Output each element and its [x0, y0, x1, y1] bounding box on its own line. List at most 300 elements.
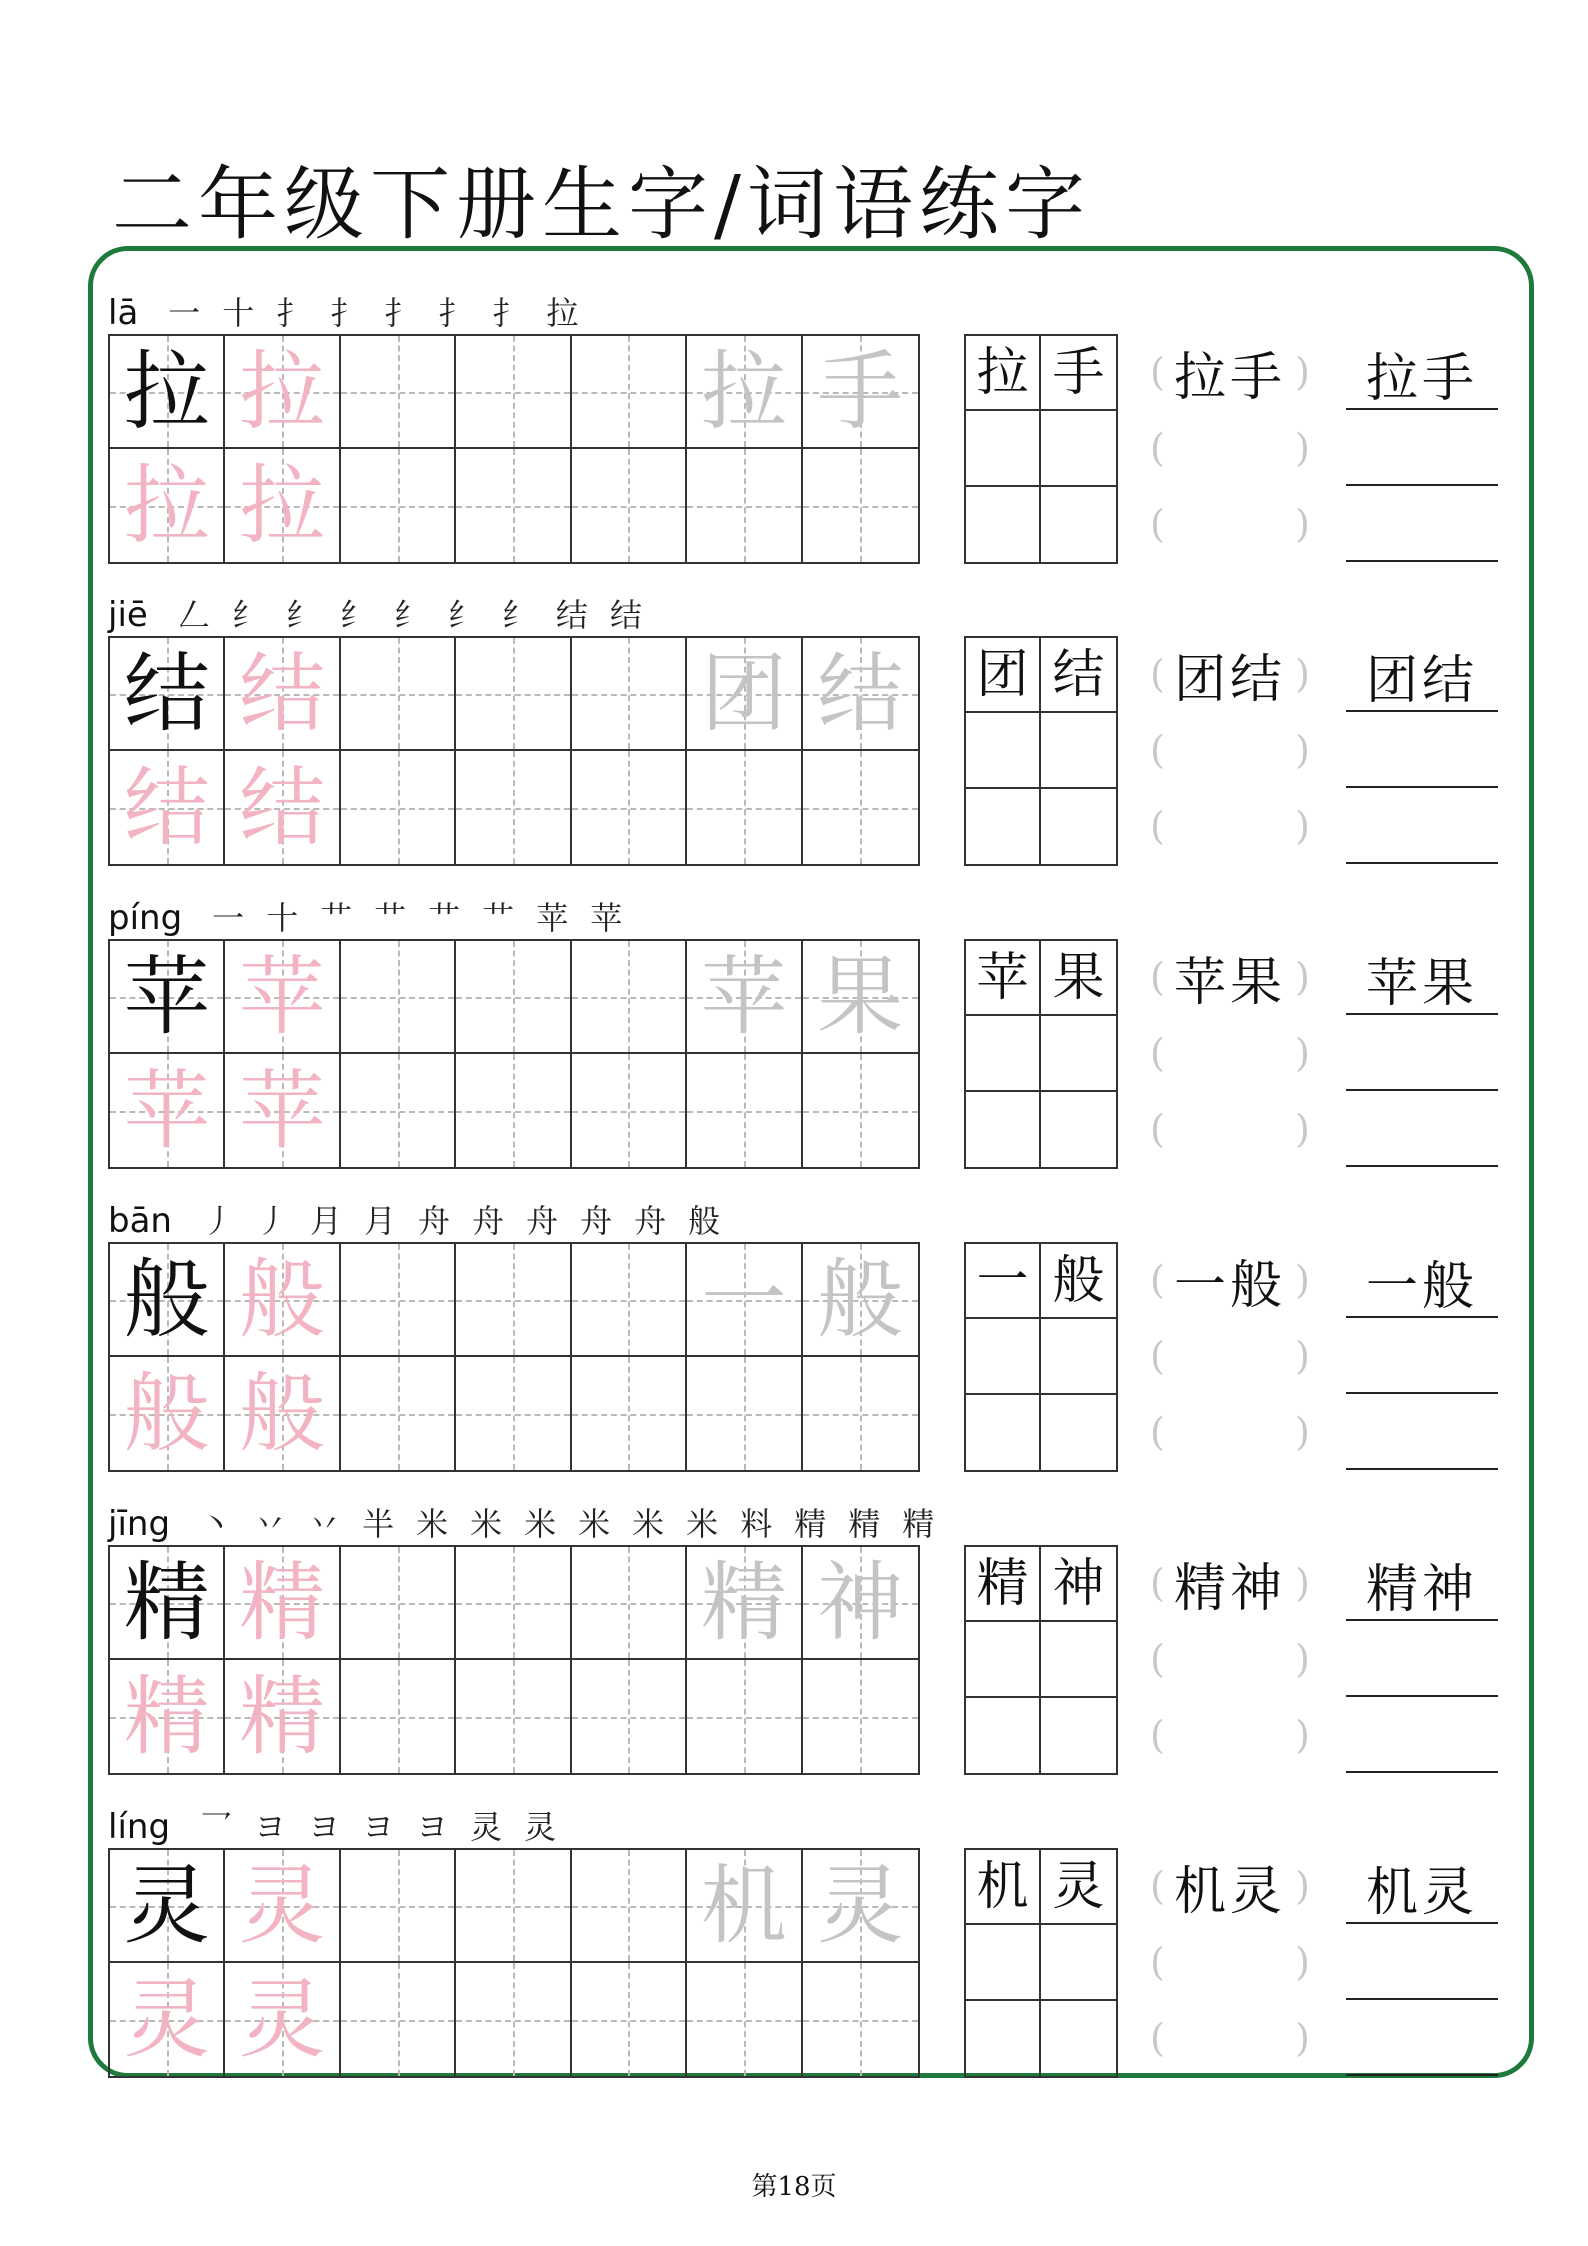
page-title: 二年级下册生字/词语练字 — [112, 158, 1091, 251]
writing-cell[interactable] — [341, 638, 456, 751]
writing-cell[interactable] — [687, 1054, 802, 1167]
model-character: 拉 — [700, 341, 787, 442]
practice-row — [0, 572, 1588, 864]
model-character: 般 — [123, 1249, 210, 1350]
writing-cell[interactable] — [341, 941, 456, 1054]
model-character: 灵 — [817, 1855, 904, 1956]
underline-blank[interactable] — [1346, 1015, 1498, 1091]
stroke-order-line — [108, 1806, 578, 1846]
word-cell[interactable] — [1041, 1925, 1116, 2000]
word-cell[interactable] — [966, 1016, 1041, 1091]
paren-blank — [1150, 636, 1310, 712]
writing-cell[interactable] — [456, 1963, 571, 2076]
stroke-step: 料 — [740, 1505, 773, 1543]
word-cell[interactable] — [1041, 487, 1116, 562]
paren-close: ) — [1295, 955, 1310, 999]
stroke-order-line — [108, 1503, 956, 1543]
stroke-step: 艹 — [320, 899, 353, 937]
underline-blank: 团结 — [1346, 636, 1498, 712]
writing-cell[interactable] — [456, 1244, 571, 1357]
writing-cell[interactable] — [803, 1660, 918, 1773]
word-grid — [964, 334, 1118, 564]
model-character: 结 — [239, 643, 326, 744]
writing-cell — [803, 1244, 918, 1357]
writing-cell — [110, 1054, 225, 1167]
word-cell: 果 — [1041, 941, 1116, 1016]
paren-blank[interactable] — [1150, 1924, 1310, 2000]
stroke-step: ヨ — [416, 1808, 449, 1846]
word-cell[interactable] — [1041, 1622, 1116, 1697]
word-cell[interactable] — [966, 789, 1041, 864]
model-character: 般 — [239, 1249, 326, 1350]
practice-grid — [108, 1242, 920, 1472]
paren-close: ) — [1295, 1864, 1310, 1908]
word-grid — [964, 1545, 1118, 1775]
word-grid — [964, 1242, 1118, 1472]
writing-cell[interactable] — [456, 1547, 571, 1660]
practice-row — [0, 270, 1588, 562]
writing-cell[interactable] — [572, 336, 687, 449]
word-cell: 灵 — [1041, 1850, 1116, 1925]
writing-cell — [225, 941, 340, 1054]
writing-cell[interactable] — [572, 1357, 687, 1470]
writing-cell — [110, 1547, 225, 1660]
writing-cell[interactable] — [572, 751, 687, 864]
writing-cell — [803, 1850, 918, 1963]
stroke-step: 半 — [362, 1505, 395, 1543]
word-cell: 结 — [1041, 638, 1116, 713]
stroke-step: ヨ — [362, 1808, 395, 1846]
writing-cell[interactable] — [572, 1660, 687, 1773]
writing-cell[interactable] — [456, 941, 571, 1054]
word-cell: 机 — [966, 1850, 1041, 1925]
paren-close: ) — [1295, 1561, 1310, 1605]
paren-open: ( — [1150, 1864, 1165, 1908]
paren-blank[interactable] — [1150, 410, 1310, 486]
stroke-step: 一 — [212, 899, 245, 937]
writing-cell — [225, 1850, 340, 1963]
stroke-step: 扌 — [492, 294, 525, 332]
word-cell[interactable] — [1041, 1395, 1116, 1470]
writing-cell[interactable] — [456, 449, 571, 562]
writing-cell[interactable] — [803, 751, 918, 864]
underline-blank[interactable] — [1346, 1621, 1498, 1697]
model-character: 拉 — [239, 455, 326, 556]
page-number: 第18页 — [751, 2172, 837, 2202]
paren-blank[interactable] — [1150, 486, 1310, 562]
model-character: 果 — [817, 946, 904, 1047]
model-character: 苹 — [239, 1060, 326, 1161]
writing-cell[interactable] — [341, 1547, 456, 1660]
word-cell[interactable] — [966, 1395, 1041, 1470]
paren-blank[interactable] — [1150, 788, 1310, 864]
paren-open: ( — [1150, 1258, 1165, 1302]
writing-cell[interactable] — [803, 449, 918, 562]
stroke-step: 舟 — [418, 1202, 451, 1240]
writing-cell[interactable] — [803, 1963, 918, 2076]
model-character: 机 — [700, 1855, 787, 1956]
model-character: 一 — [700, 1249, 787, 1350]
paren-blank[interactable] — [1150, 1015, 1310, 1091]
stroke-step: ヨ — [254, 1808, 287, 1846]
stroke-order-line — [108, 897, 644, 937]
word-cell[interactable] — [966, 1092, 1041, 1167]
writing-cell — [110, 751, 225, 864]
stroke-step: 艹 — [428, 899, 461, 937]
writing-cell — [687, 638, 802, 751]
word-cell[interactable] — [966, 1319, 1041, 1394]
paren-blank — [1150, 334, 1310, 410]
writing-cell[interactable] — [456, 1357, 571, 1470]
writing-cell — [225, 1963, 340, 2076]
word-grid — [964, 636, 1118, 866]
stroke-step: 精 — [794, 1505, 827, 1543]
stroke-step: 纟 — [447, 596, 480, 634]
stroke-step: 乛 — [200, 1808, 233, 1846]
word-cell[interactable] — [966, 411, 1041, 486]
model-character: 拉 — [239, 341, 326, 442]
stroke-step: 扌 — [330, 294, 363, 332]
paren-word: 苹果 — [1173, 952, 1286, 1013]
writing-cell[interactable] — [803, 1357, 918, 1470]
writing-cell[interactable] — [341, 751, 456, 864]
stroke-step: 丷 — [254, 1505, 287, 1543]
word-cell[interactable] — [966, 2001, 1041, 2076]
stroke-step: 纟 — [393, 596, 426, 634]
paren-word: 机灵 — [1173, 1861, 1286, 1922]
stroke-step: 舟 — [580, 1202, 613, 1240]
practice-grid — [108, 636, 920, 866]
model-character: 般 — [817, 1249, 904, 1350]
paren-blank — [1150, 939, 1310, 1015]
paren-close: ) — [1295, 502, 1310, 546]
underline-blank[interactable] — [1346, 1924, 1498, 2000]
writing-cell[interactable] — [341, 336, 456, 449]
paren-open: ( — [1150, 1940, 1165, 1984]
practice-row — [0, 1784, 1588, 2076]
stroke-step: 苹 — [590, 899, 623, 937]
model-character: 苹 — [123, 1060, 210, 1161]
writing-cell[interactable] — [687, 1963, 802, 2076]
paren-close: ) — [1295, 2016, 1310, 2060]
stroke-step: 精 — [902, 1505, 935, 1543]
paren-close: ) — [1295, 1637, 1310, 1681]
underline-blank: 精神 — [1346, 1545, 1498, 1621]
stroke-step: 舟 — [526, 1202, 559, 1240]
word-cell[interactable] — [1041, 1698, 1116, 1773]
writing-cell — [803, 1547, 918, 1660]
stroke-step: 舟 — [472, 1202, 505, 1240]
writing-cell[interactable] — [687, 1660, 802, 1773]
writing-cell[interactable] — [341, 1244, 456, 1357]
pinyin: píng — [108, 898, 183, 938]
model-character: 拉 — [123, 455, 210, 556]
model-character: 苹 — [239, 946, 326, 1047]
practice-grid — [108, 334, 920, 564]
writing-cell — [687, 1547, 802, 1660]
paren-open: ( — [1150, 1410, 1165, 1454]
paren-open: ( — [1150, 426, 1165, 470]
underline-blank[interactable] — [1346, 1318, 1498, 1394]
writing-cell — [687, 1850, 802, 1963]
word-cell[interactable] — [1041, 411, 1116, 486]
paren-open: ( — [1150, 652, 1165, 696]
writing-cell[interactable] — [572, 1054, 687, 1167]
writing-cell[interactable] — [572, 1850, 687, 1963]
stroke-step: 结 — [609, 596, 642, 634]
writing-cell[interactable] — [456, 336, 571, 449]
word-cell: 一 — [966, 1244, 1041, 1319]
word-cell[interactable] — [1041, 1092, 1116, 1167]
writing-cell[interactable] — [572, 941, 687, 1054]
word-cell: 苹 — [966, 941, 1041, 1016]
paren-blank[interactable] — [1150, 2000, 1310, 2076]
writing-cell[interactable] — [456, 1850, 571, 1963]
stroke-step: 舟 — [634, 1202, 667, 1240]
word-cell[interactable] — [966, 1698, 1041, 1773]
stroke-step: 扌 — [384, 294, 417, 332]
paren-word: 精神 — [1173, 1558, 1286, 1619]
stroke-step: 丿 — [255, 1202, 288, 1240]
writing-cell[interactable] — [687, 1357, 802, 1470]
writing-cell — [225, 638, 340, 751]
stroke-step: 纟 — [339, 596, 372, 634]
paren-blank[interactable] — [1150, 1318, 1310, 1394]
stroke-step: 纟 — [285, 596, 318, 634]
paren-close: ) — [1295, 1940, 1310, 1984]
pinyin: jiē — [108, 595, 148, 635]
stroke-step: 扌 — [438, 294, 471, 332]
model-character: 结 — [123, 643, 210, 744]
writing-cell — [225, 1244, 340, 1357]
underline-blank[interactable] — [1346, 2000, 1498, 2076]
underline-blank[interactable] — [1346, 1697, 1498, 1773]
stroke-step: 拉 — [546, 294, 579, 332]
writing-cell — [803, 638, 918, 751]
model-character: 精 — [700, 1552, 787, 1653]
writing-cell[interactable] — [687, 449, 802, 562]
stroke-step: 丶 — [200, 1505, 233, 1543]
writing-cell — [225, 336, 340, 449]
stroke-order-line — [108, 594, 664, 634]
stroke-step: 米 — [416, 1505, 449, 1543]
writing-cell[interactable] — [456, 1660, 571, 1773]
paren-blank[interactable] — [1150, 712, 1310, 788]
writing-cell — [225, 1054, 340, 1167]
word-cell[interactable] — [1041, 2001, 1116, 2076]
model-character: 神 — [817, 1552, 904, 1653]
writing-cell[interactable] — [341, 1660, 456, 1773]
paren-close: ) — [1295, 1334, 1310, 1378]
underline-blank: 拉手 — [1346, 334, 1498, 410]
writing-cell — [110, 1660, 225, 1773]
word-cell: 团 — [966, 638, 1041, 713]
writing-cell — [687, 941, 802, 1054]
stroke-step: 米 — [632, 1505, 665, 1543]
paren-blank[interactable] — [1150, 1621, 1310, 1697]
paren-open: ( — [1150, 1561, 1165, 1605]
writing-cell[interactable] — [572, 1963, 687, 2076]
writing-cell — [225, 1547, 340, 1660]
stroke-step: 月 — [364, 1202, 397, 1240]
word-grid — [964, 1848, 1118, 2078]
writing-cell — [110, 336, 225, 449]
stroke-step: 扌 — [276, 294, 309, 332]
pinyin: líng — [108, 1807, 171, 1847]
underline-blank[interactable] — [1346, 788, 1498, 864]
writing-cell[interactable] — [572, 638, 687, 751]
writing-cell[interactable] — [572, 1547, 687, 1660]
stroke-step: 纟 — [501, 596, 534, 634]
paren-blank[interactable] — [1150, 1394, 1310, 1470]
stroke-step: 艹 — [482, 899, 515, 937]
word-cell[interactable] — [966, 1925, 1041, 2000]
paren-close: ) — [1295, 652, 1310, 696]
stroke-step: 一 — [168, 294, 201, 332]
model-character: 灵 — [123, 1855, 210, 1956]
underline-blank[interactable] — [1346, 1394, 1498, 1470]
stroke-step: 纟 — [231, 596, 264, 634]
writing-cell[interactable] — [687, 751, 802, 864]
paren-open: ( — [1150, 728, 1165, 772]
writing-cell[interactable] — [572, 1244, 687, 1357]
writing-cell[interactable] — [456, 1054, 571, 1167]
paren-close: ) — [1295, 1258, 1310, 1302]
underline-blank[interactable] — [1346, 410, 1498, 486]
word-cell: 神 — [1041, 1547, 1116, 1622]
word-cell[interactable] — [966, 1622, 1041, 1697]
paren-close: ) — [1295, 350, 1310, 394]
stroke-step: 米 — [524, 1505, 557, 1543]
model-character: 般 — [239, 1363, 326, 1464]
stroke-step: 𠃋 — [177, 596, 210, 634]
writing-cell[interactable] — [341, 449, 456, 562]
stroke-order-line — [108, 292, 600, 332]
writing-cell[interactable] — [341, 1850, 456, 1963]
writing-cell — [225, 751, 340, 864]
underline-blank: 苹果 — [1346, 939, 1498, 1015]
writing-cell — [110, 1244, 225, 1357]
writing-cell[interactable] — [341, 1054, 456, 1167]
stroke-step: 灵 — [524, 1808, 557, 1846]
practice-row — [0, 875, 1588, 1167]
stroke-step: 苹 — [536, 899, 569, 937]
practice-grid — [108, 1848, 920, 2078]
practice-grid — [108, 1545, 920, 1775]
paren-blank[interactable] — [1150, 1697, 1310, 1773]
word-cell[interactable] — [966, 713, 1041, 788]
paren-close: ) — [1295, 728, 1310, 772]
stroke-step: 米 — [470, 1505, 503, 1543]
paren-blank — [1150, 1848, 1310, 1924]
paren-close: ) — [1295, 1031, 1310, 1075]
practice-grid — [108, 939, 920, 1169]
underline-blank[interactable] — [1346, 1091, 1498, 1167]
stroke-order-line — [108, 1200, 742, 1240]
writing-cell — [803, 941, 918, 1054]
model-character: 苹 — [123, 946, 210, 1047]
stroke-step: 十 — [222, 294, 255, 332]
model-character: 精 — [123, 1552, 210, 1653]
model-character: 苹 — [700, 946, 787, 1047]
paren-open: ( — [1150, 350, 1165, 394]
paren-word: 一般 — [1173, 1255, 1286, 1316]
model-character: 结 — [817, 643, 904, 744]
word-cell[interactable] — [966, 487, 1041, 562]
writing-cell[interactable] — [341, 1357, 456, 1470]
word-grid — [964, 939, 1118, 1169]
word-cell: 般 — [1041, 1244, 1116, 1319]
pinyin: jīng — [108, 1504, 171, 1544]
word-cell[interactable] — [1041, 789, 1116, 864]
underline-blank[interactable] — [1346, 486, 1498, 562]
paren-word: 拉手 — [1173, 347, 1286, 408]
model-character: 团 — [700, 643, 787, 744]
writing-cell[interactable] — [341, 1963, 456, 2076]
word-cell: 手 — [1041, 336, 1116, 411]
paren-open: ( — [1150, 502, 1165, 546]
underline-blank: 机灵 — [1346, 1848, 1498, 1924]
paren-open: ( — [1150, 1334, 1165, 1378]
writing-cell — [803, 336, 918, 449]
writing-cell[interactable] — [456, 751, 571, 864]
paren-close: ) — [1295, 1713, 1310, 1757]
underline-blank[interactable] — [1346, 712, 1498, 788]
practice-row — [0, 1481, 1588, 1773]
writing-cell — [110, 638, 225, 751]
paren-blank[interactable] — [1150, 1091, 1310, 1167]
writing-cell — [687, 1244, 802, 1357]
paren-open: ( — [1150, 1637, 1165, 1681]
stroke-step: 米 — [686, 1505, 719, 1543]
writing-cell — [225, 1357, 340, 1470]
paren-open: ( — [1150, 955, 1165, 999]
stroke-step: 月 — [310, 1202, 343, 1240]
writing-cell — [110, 1357, 225, 1470]
model-character: 结 — [123, 757, 210, 858]
model-character: 精 — [123, 1666, 210, 1767]
pinyin: lā — [108, 293, 139, 333]
writing-cell[interactable] — [456, 638, 571, 751]
writing-cell[interactable] — [572, 449, 687, 562]
model-character: 灵 — [239, 1969, 326, 2070]
paren-open: ( — [1150, 1031, 1165, 1075]
word-cell: 拉 — [966, 336, 1041, 411]
writing-cell[interactable] — [803, 1054, 918, 1167]
model-character: 拉 — [123, 341, 210, 442]
model-character: 结 — [239, 757, 326, 858]
model-character: 灵 — [123, 1969, 210, 2070]
paren-close: ) — [1295, 804, 1310, 848]
stroke-step: 丿 — [201, 1202, 234, 1240]
word-cell[interactable] — [1041, 1319, 1116, 1394]
writing-cell — [110, 1963, 225, 2076]
pinyin: bān — [108, 1201, 172, 1241]
paren-open: ( — [1150, 1713, 1165, 1757]
stroke-step: 艹 — [374, 899, 407, 937]
stroke-step: ヨ — [308, 1808, 341, 1846]
stroke-step: 丷 — [308, 1505, 341, 1543]
writing-cell — [225, 449, 340, 562]
model-character: 精 — [239, 1552, 326, 1653]
model-character: 手 — [817, 341, 904, 442]
word-cell[interactable] — [1041, 1016, 1116, 1091]
paren-blank — [1150, 1242, 1310, 1318]
writing-cell — [110, 941, 225, 1054]
stroke-step: 精 — [848, 1505, 881, 1543]
word-cell[interactable] — [1041, 713, 1116, 788]
model-character: 精 — [239, 1666, 326, 1767]
